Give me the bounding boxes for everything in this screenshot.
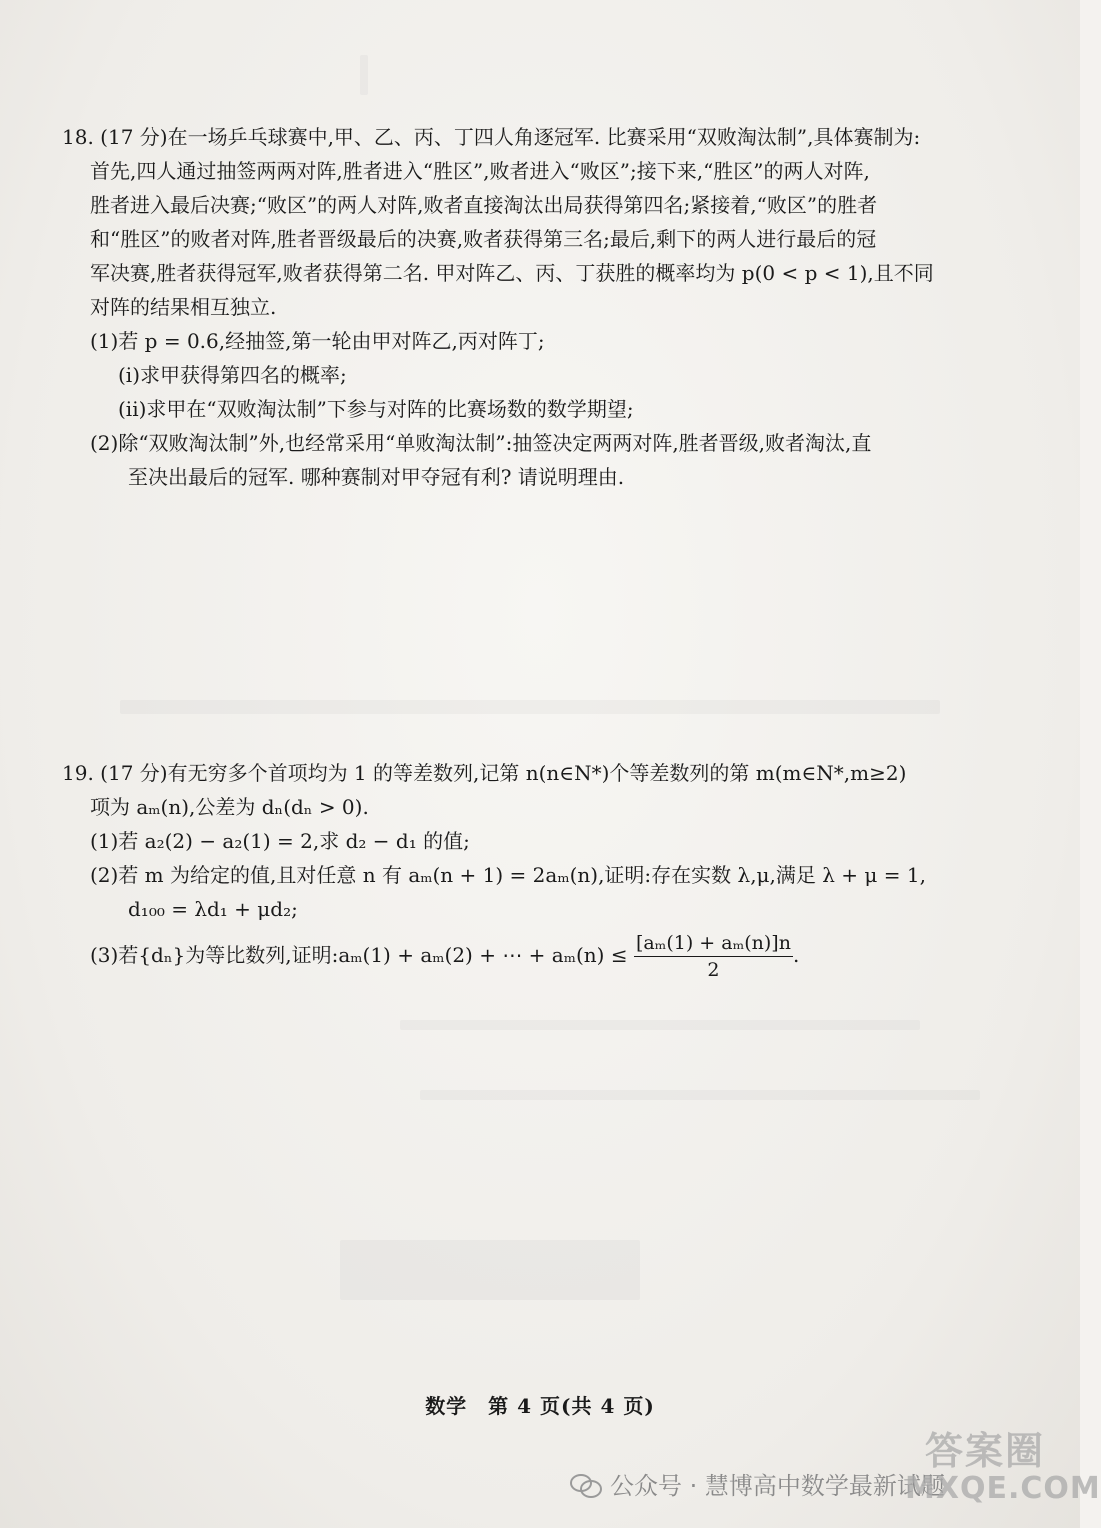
problem-18-part-1-i: (i)求甲获得第四名的概率; [118,363,347,387]
bleed-through-mark [360,55,368,95]
site-stamp [905,1420,1101,1506]
bleed-through-mark [340,1240,640,1300]
problem-19-line: 项为 aₘ(n),公差为 dₙ(dₙ > 0). [90,795,369,819]
problem-18-part-2: 至决出最后的冠军. 哪种赛制对甲夺冠有利? 请说明理由. [128,465,625,489]
problem-19-line: 19. (17 分)有无穷多个首项均为 1 的等差数列,记第 n(n∈N*)个等差数列的第 m(m∈N*,m≥2) [62,761,907,785]
problem-19 [62,756,980,981]
problem-18-part-1: (1)若 p = 0.6,经抽签,第一轮由甲对阵乙,丙对阵丁; [90,329,545,353]
problem-18-line: 首先,四人通过抽签两两对阵,胜者进入“胜区”,败者进入“败区”;接下来,“胜区”的两人对阵, [90,159,870,183]
fraction [634,932,793,981]
page-footer: 数学 第 4 页(共 4 页) [425,1394,655,1418]
problem-19-part-1: (1)若 a₂(2) − a₂(1) = 2,求 d₂ − d₁ 的值; [90,829,470,853]
wechat-watermark [570,1466,945,1501]
bleed-through-mark [420,1090,980,1100]
part-3-text: (3)若{dₙ}为等比数列,证明:aₘ(1) + aₘ(2) + ⋯ + aₘ(n) ≤ [90,943,628,967]
problem-19-part-2: d₁₀₀ = λd₁ + μd₂; [128,897,298,921]
problem-19-part-3 [62,932,980,981]
watermark-text: 公众号 · 慧博高中数学最新试题 [610,1472,945,1500]
fraction-numerator: [aₘ(1) + aₘ(n)]n [634,932,793,957]
bleed-through-mark [120,700,940,714]
part-3-period: . [792,943,800,967]
stamp-logo: 答案圈 [924,1429,1045,1473]
problem-18-line: 和“胜区”的败者对阵,胜者晋级最后的决赛,败者获得第三名;最后,剩下的两人进行最后的冠 [90,227,877,251]
stamp-site: MXQE.COM [905,1471,1101,1506]
bleed-through-mark [400,1020,920,1030]
fraction-denominator: 2 [707,959,720,981]
problem-18-part-2: (2)除“双败淘汰制”外,也经常采用“单败淘汰制”:抽签决定两两对阵,胜者晋级,败者淘汰,直 [90,431,872,455]
problem-18 [62,120,980,494]
wechat-icon [570,1472,600,1496]
problem-18-line: 胜者进入最后决赛;“败区”的两人对阵,败者直接淘汰出局获得第四名;紧接着,“败区”的胜者 [90,193,878,217]
problem-19-part-2: (2)若 m 为给定的值,且对任意 n 有 aₘ(n + 1) = 2aₘ(n),证明:存在实数 λ,μ,满足 λ + μ = 1, [90,863,926,887]
problem-18-line: 18. (17 分)在一场乒乓球赛中,甲、乙、丙、丁四人角逐冠军. 比赛采用“双败淘汰制”,具体赛制为: [62,125,921,149]
problem-18-line: 对阵的结果相互独立. [90,295,277,319]
problem-18-line: 军决赛,胜者获得冠军,败者获得第二名. 甲对阵乙、丙、丁获胜的概率均为 p(0 < p < 1),且不同 [90,261,934,285]
problem-18-part-1-ii: (ii)求甲在“双败淘汰制”下参与对阵的比赛场数的数学期望; [118,397,634,421]
